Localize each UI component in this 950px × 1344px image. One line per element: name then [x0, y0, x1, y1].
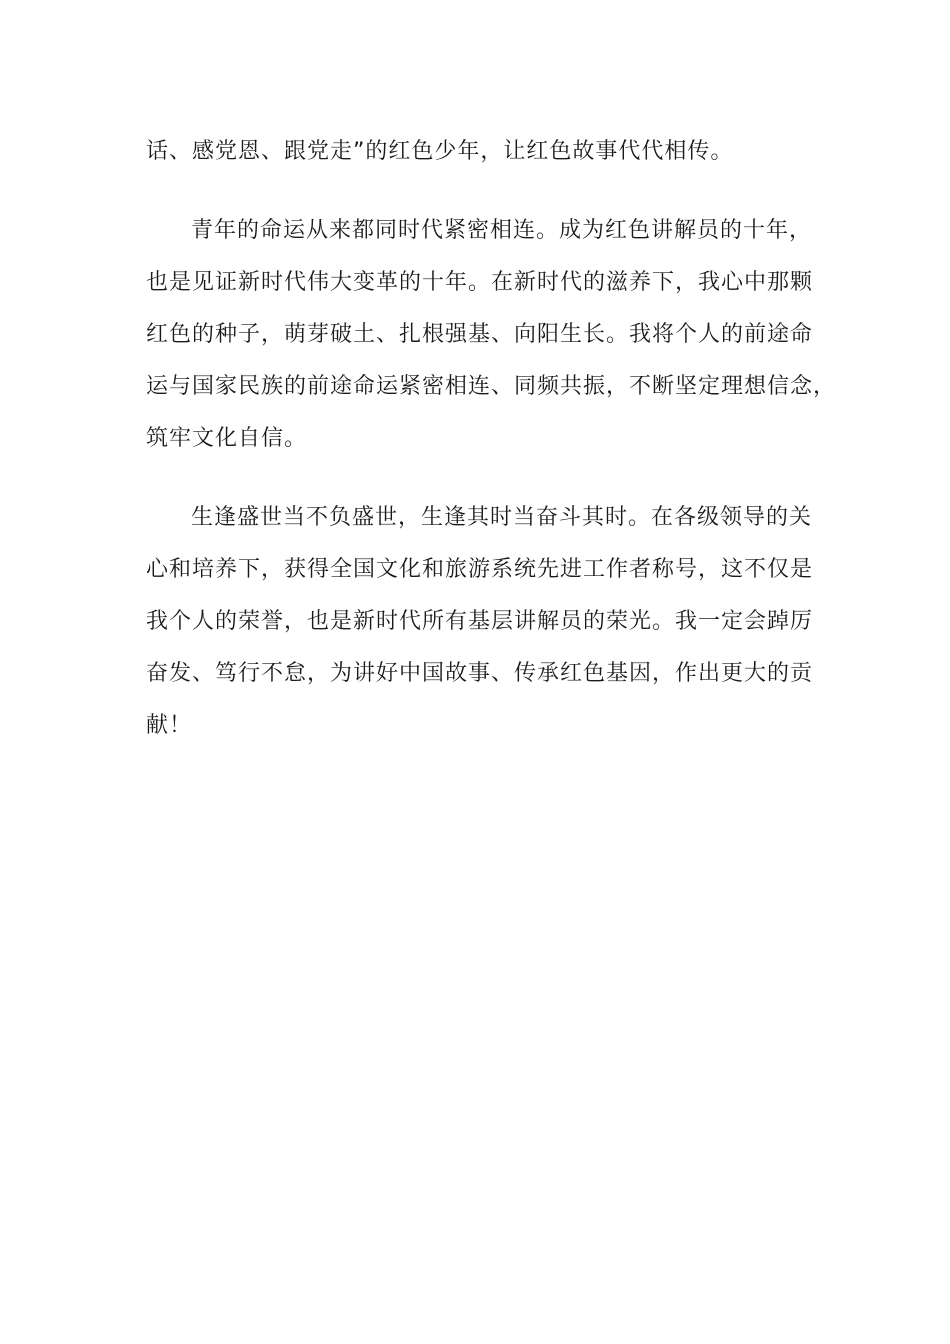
paragraph-line: 也是见证新时代伟大变革的十年。在新时代的滋养下，我心中那颗: [146, 270, 814, 295]
paragraph-line: 红色的种子，萌芽破土、扎根强基、向阳生长。我将个人的前途命: [146, 322, 814, 347]
paragraph-gap: [146, 469, 811, 496]
paragraph-line: 筑牢文化自信。: [146, 426, 308, 451]
paragraph-line: 生逢盛世当不负盛世，生逢其时当奋斗其时。在各级领导的关: [191, 505, 813, 530]
paragraph-line: 青年的命运从来都同时代紧密相连。成为红色讲解员的十年，: [191, 218, 813, 243]
paragraph-line: 奋发、笃行不怠，为讲好中国故事、传承红色基因，作出更大的贡: [146, 661, 814, 686]
paragraph-line: 献！: [146, 713, 193, 738]
paragraph-2: [146, 209, 837, 469]
paragraph-line: 话、感党恩、跟党走”的红色少年，让红色故事代代相传。: [146, 139, 734, 164]
paragraph-line: 心和培养下，获得全国文化和旅游系统先进工作者称号，这不仅是: [146, 557, 814, 582]
paragraph-gap: [146, 182, 811, 209]
paragraph-line: 我个人的荣誉，也是新时代所有基层讲解员的荣光。我一定会踔厉: [146, 609, 814, 634]
paragraph-3: [146, 496, 814, 756]
paragraph-1: [146, 130, 811, 182]
document-body: [146, 130, 837, 756]
paragraph-line: 运与国家民族的前途命运紧密相连、同频共振，不断坚定理想信念，: [146, 374, 837, 399]
